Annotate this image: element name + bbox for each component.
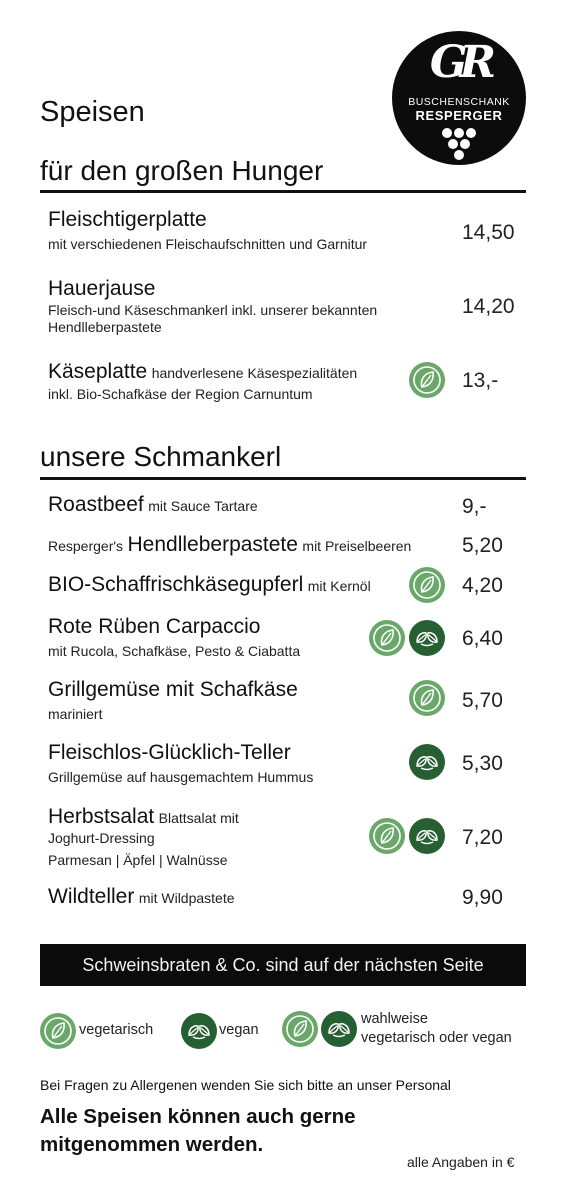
logo-monogram: GR xyxy=(429,37,489,88)
item-price: 13,- xyxy=(462,369,499,392)
item-price: 14,20 xyxy=(462,295,515,318)
item-inline-description: mit Wildpastete xyxy=(138,890,235,906)
takeaway-line: Alle Speisen können auch gerne xyxy=(40,1105,356,1128)
item-name: Herbstsalat xyxy=(48,805,155,828)
item-name: Rote Rüben Carpaccio xyxy=(48,615,261,638)
item-description: Fleisch-und Käseschmankerl inkl. unserer bekannten xyxy=(48,302,378,318)
item-price: 9,- xyxy=(462,495,487,518)
vegan-icon xyxy=(409,620,445,656)
item-name: BIO-Schaffrischkäsegupferl xyxy=(48,573,304,596)
vegan-icon xyxy=(181,1013,217,1049)
item-inline-description: Blattsalat mit xyxy=(158,810,239,826)
takeaway-line: mitgenommen werden. xyxy=(40,1133,264,1156)
takeaway-note xyxy=(40,1103,356,1159)
item-inline-description: mit Kernöl xyxy=(307,578,371,594)
item-inline-description: mit Preiselbeeren xyxy=(302,538,412,554)
item-inline-description: handverlesene Käsespezialitäten xyxy=(151,365,358,381)
section-title-schmankerl: unsere Schmankerl xyxy=(40,441,282,472)
vegan-icon xyxy=(409,744,445,780)
logo-line1: BUSCHENSCHANK xyxy=(408,96,510,108)
section-title-big-hunger: für den großen Hunger xyxy=(40,155,324,186)
item-description: mit Rucola, Schafkäse, Pesto & Ciabatta xyxy=(48,643,301,659)
item-description: Joghurt-Dressing xyxy=(48,830,155,846)
item-description: Grillgemüse auf hausgemachtem Hummus xyxy=(48,769,314,785)
item-description: Hendlleberpastete xyxy=(48,319,162,335)
page-title: Speisen xyxy=(40,96,145,128)
item-description: Parmesan | Äpfel | Walnüsse xyxy=(48,852,228,868)
item-price: 7,20 xyxy=(462,826,503,849)
grapes-icon xyxy=(439,126,479,162)
vegetarian-icon xyxy=(282,1011,318,1047)
vegan-icon xyxy=(409,818,445,854)
item-name: Käseplatte xyxy=(48,360,148,383)
section-divider xyxy=(40,477,526,480)
vegetarian-icon xyxy=(409,680,445,716)
vegetarian-icon xyxy=(369,620,405,656)
item-name: Wildteller xyxy=(48,885,135,908)
item-prefix: Resperger's xyxy=(48,538,124,554)
allergen-note: Bei Fragen zu Allergenen wenden Sie sich bitte an unser Personal xyxy=(40,1077,451,1093)
legend-vegetarian-label: vegetarisch xyxy=(79,1022,154,1038)
vegetarian-icon xyxy=(369,818,405,854)
item-price: 5,30 xyxy=(462,752,503,775)
item-price: 6,40 xyxy=(462,627,503,650)
legend-either-label: wahlweise xyxy=(361,1011,428,1027)
logo-line2: RESPERGER xyxy=(415,108,503,123)
item-price: 9,90 xyxy=(462,886,503,909)
item-price: 5,70 xyxy=(462,689,503,712)
item-inline-description: mit Sauce Tartare xyxy=(148,498,258,514)
item-name: Hendlleberpastete xyxy=(127,533,298,556)
restaurant-logo xyxy=(392,31,526,165)
vegan-icon xyxy=(321,1011,357,1047)
legend-vegan-label: vegan xyxy=(219,1022,259,1038)
currency-note: alle Angaben in € xyxy=(407,1154,515,1170)
legend-either-label: vegetarisch oder vegan xyxy=(361,1030,512,1046)
item-description: mariniert xyxy=(48,706,103,722)
item-price: 5,20 xyxy=(462,534,503,557)
item-name: Fleischlos-Glücklich-Teller xyxy=(48,741,291,764)
section-divider xyxy=(40,190,526,193)
item-description: inkl. Bio-Schafkäse der Region Carnuntum xyxy=(48,386,313,402)
vegetarian-icon xyxy=(409,567,445,603)
item-name: Grillgemüse mit Schafkäse xyxy=(48,678,298,701)
next-page-banner: Schweinsbraten & Co. sind auf der nächsten Seite xyxy=(40,944,526,986)
item-name: Roastbeef xyxy=(48,493,144,516)
item-name: Fleischtigerplatte xyxy=(48,208,207,231)
vegetarian-icon xyxy=(40,1013,76,1049)
item-name: Hauerjause xyxy=(48,277,156,300)
item-description: mit verschiedenen Fleischaufschnitten und Garnitur xyxy=(48,236,368,252)
item-price: 14,50 xyxy=(462,221,515,244)
item-price: 4,20 xyxy=(462,574,503,597)
vegetarian-icon xyxy=(409,362,445,398)
